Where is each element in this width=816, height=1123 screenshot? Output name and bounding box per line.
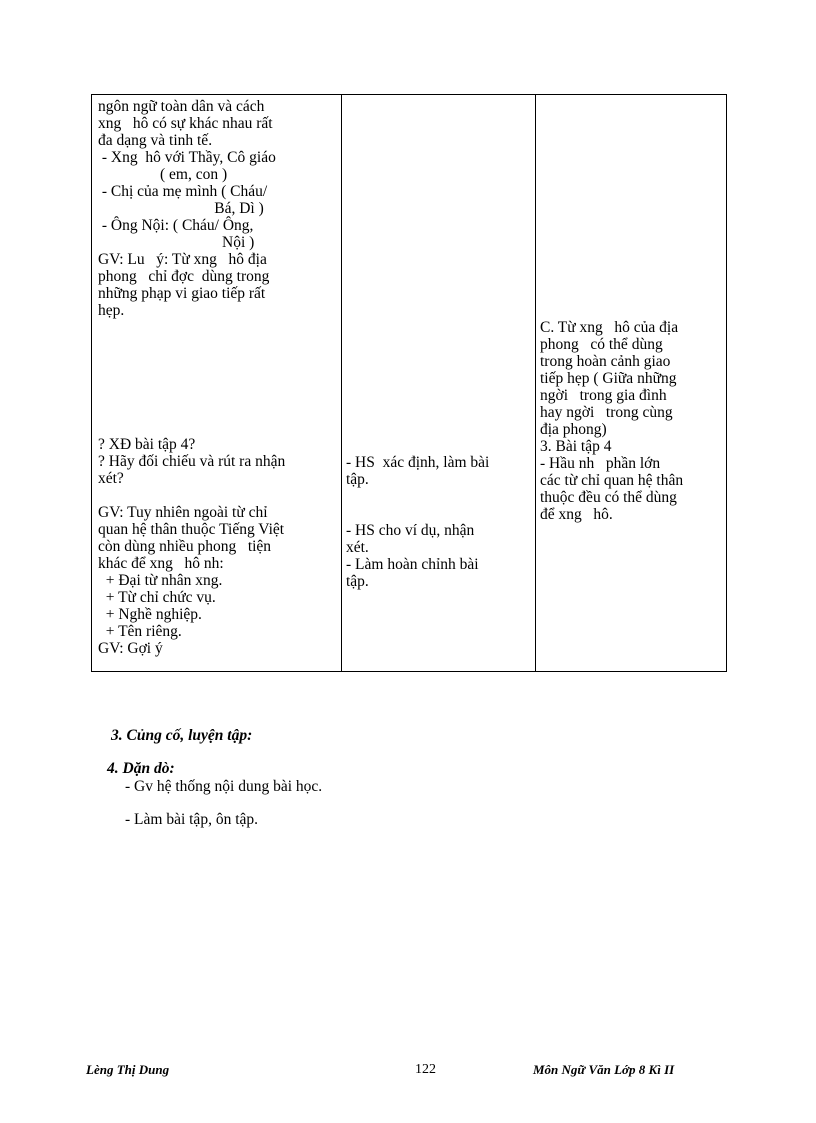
teacher-activity-top-line: xng hô có sự khác nhau rất xyxy=(98,115,273,132)
section-4-line: - Làm bài tập, ôn tập. xyxy=(125,811,258,828)
teacher-activity-top-line: ngôn ngữ toàn dân và cách xyxy=(98,98,265,115)
student-activity-b-line: tập. xyxy=(346,573,369,590)
teacher-activity-bottom-line: khác để xng hô nh: xyxy=(98,555,224,572)
teacher-activity-top-line: phong chỉ đợc dùng trong xyxy=(98,268,270,285)
teacher-activity-bottom-line: xét? xyxy=(98,470,124,487)
teacher-activity-bottom-line: + Nghề nghiệp. xyxy=(98,606,202,623)
teacher-activity-bottom-line: GV: Tuy nhiên ngoài từ chỉ xyxy=(98,504,268,521)
teacher-activity-top xyxy=(98,98,276,319)
student-activity-a-line: - HS xác định, làm bài xyxy=(346,454,490,471)
content-column-line: tiếp hẹp ( Giữa những xyxy=(540,370,677,387)
content-column-line: ngời trong gia đình xyxy=(540,387,667,404)
content-column-line: trong hoàn cảnh giao xyxy=(540,353,671,370)
content-column-line: các từ chỉ quan hệ thân xyxy=(540,472,684,489)
teacher-activity-top-line: hẹp. xyxy=(98,302,125,319)
teacher-activity-top-line: - Ông Nội: ( Cháu/ Ông, xyxy=(98,217,254,234)
teacher-activity-bottom-line: GV: Gợi ý xyxy=(98,640,163,657)
content-column-line: 3. Bài tập 4 xyxy=(540,438,612,455)
teacher-activity-top-line: đa dạng và tinh tế. xyxy=(98,132,213,149)
footer-page-number: 122 xyxy=(415,1062,436,1077)
student-activity-a-line: tập. xyxy=(346,471,369,488)
teacher-activity-top-line: Bá, Dì ) xyxy=(98,200,264,217)
content-column-line: địa phong) xyxy=(540,421,607,438)
content-column-line: - Hầu nh phần lớn xyxy=(540,455,661,472)
teacher-activity-bottom-line: ? Hãy đối chiếu và rút ra nhận xyxy=(98,453,286,470)
teacher-activity-top-line: những phạp vi giao tiếp rất xyxy=(98,285,266,302)
teacher-activity-bottom xyxy=(98,436,285,657)
section-4-heading: 4. Dặn dò: xyxy=(107,760,175,777)
teacher-activity-bottom-line: ? XĐ bài tập 4? xyxy=(98,436,196,453)
teacher-activity-bottom-line: + Tên riêng. xyxy=(98,623,182,640)
content-column-line: thuộc đều có thể dùng xyxy=(540,489,677,506)
content-column-line: hay ngời trong cùng xyxy=(540,404,673,421)
teacher-activity-bottom-line: + Từ chỉ chức vụ. xyxy=(98,589,216,606)
student-activity-a xyxy=(346,454,489,488)
footer-subject: Môn Ngữ Văn Lớp 8 Kì II xyxy=(533,1062,675,1077)
section-3-heading: 3. Củng cố, luyện tập: xyxy=(111,727,253,744)
footer-author: Lèng Thị Dung xyxy=(86,1062,170,1077)
teacher-activity-bottom-line xyxy=(98,487,285,504)
content-column xyxy=(540,319,683,523)
teacher-activity-bottom-line: còn dùng nhiều phong tiện xyxy=(98,538,272,555)
student-activity-b-line: xét. xyxy=(346,539,369,556)
student-activity-b-line: - Làm hoàn chỉnh bài xyxy=(346,556,479,573)
column-divider-1 xyxy=(341,95,342,671)
teacher-activity-top-line: ( em, con ) xyxy=(98,166,228,183)
content-column-line: phong có thể dùng xyxy=(540,336,663,353)
content-column-line: để xng hô. xyxy=(540,506,613,523)
student-activity-b xyxy=(346,522,479,590)
section-4 xyxy=(107,726,258,845)
section-3-line: - Gv hệ thống nội dung bài học. xyxy=(125,778,323,795)
teacher-activity-bottom-line: + Đại từ nhân xng. xyxy=(98,572,223,589)
teacher-activity-top-line: Nội ) xyxy=(98,234,255,251)
student-activity-b-line: - HS cho ví dụ, nhận xyxy=(346,522,475,539)
column-divider-2 xyxy=(535,95,536,671)
teacher-activity-top-line: - Chị của mẹ mình ( Cháu/ xyxy=(98,183,268,200)
teacher-activity-top-line: GV: Lu ý: Từ xng hô địa xyxy=(98,251,267,268)
teacher-activity-top-line: - Xng hô với Thầy, Cô giáo xyxy=(98,149,276,166)
content-column-line: C. Từ xng hô của địa xyxy=(540,319,679,336)
teacher-activity-bottom-line: quan hệ thân thuộc Tiếng Việt xyxy=(98,521,285,538)
